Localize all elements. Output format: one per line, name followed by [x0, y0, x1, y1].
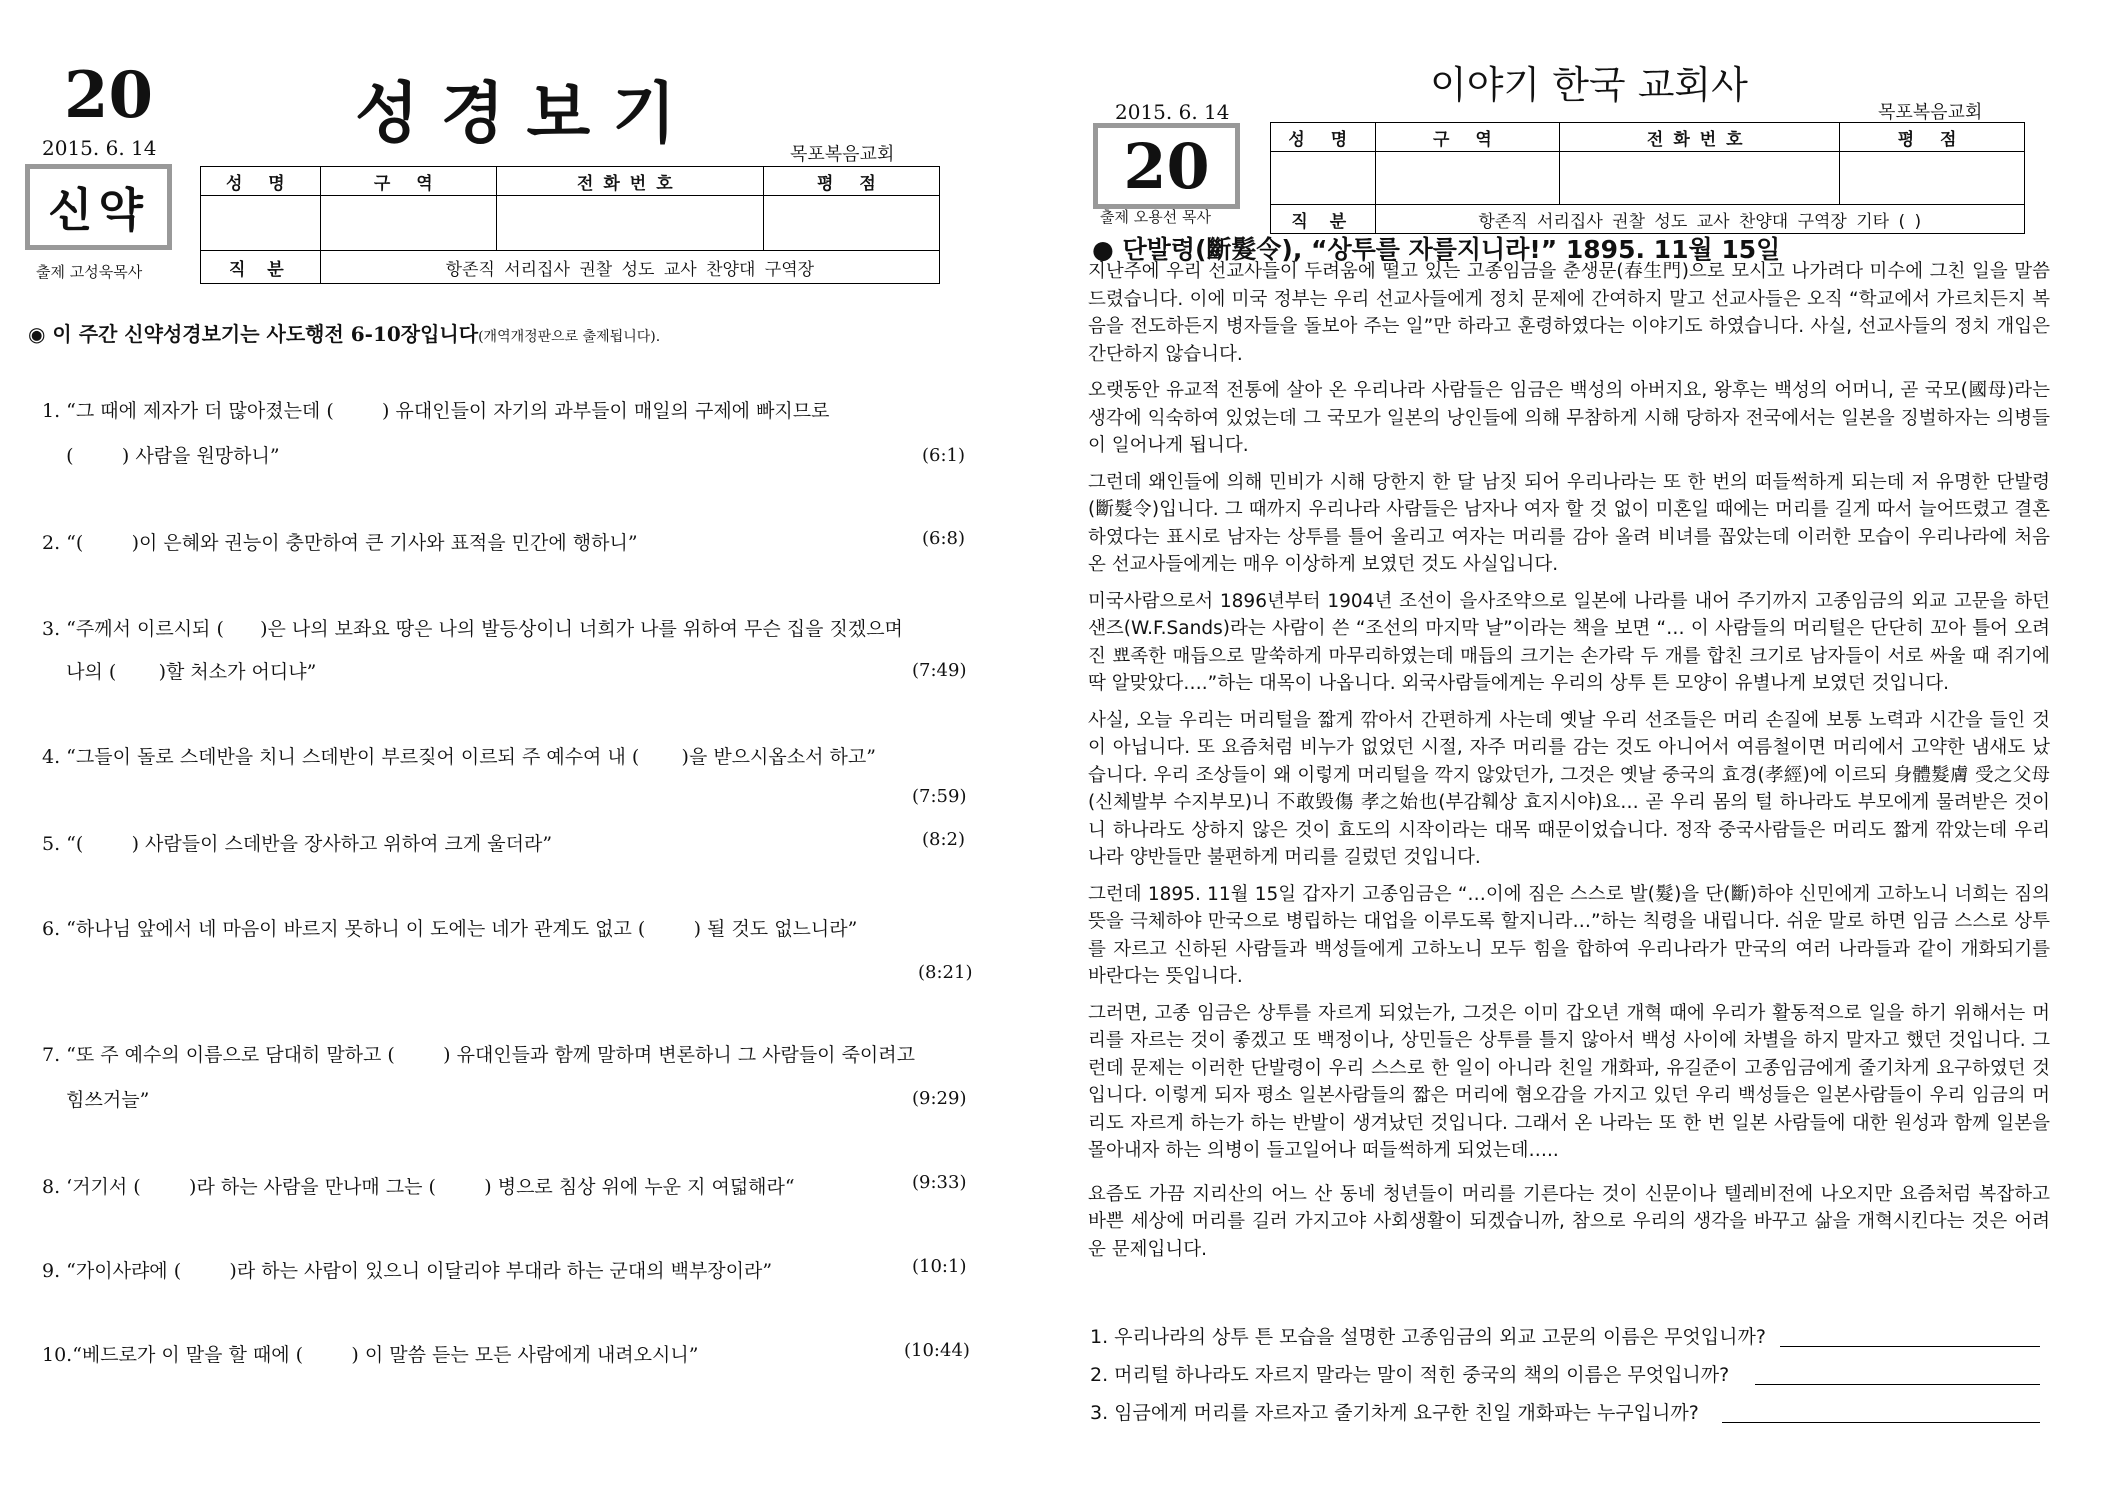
name-field[interactable]: [201, 196, 321, 251]
article-paragraph: 그런데 왜인들에 의해 민비가 시해 당한지 한 달 남짓 되어 우리나라는 또 한 번의 떠들썩하게 되는데 저 유명한 단발령(斷髮令)입니다. 그 때까지 우리나라 사람들은 남자나 여자 할 것 없이 미혼일 때에는 머리를 길게 따서 늘어뜨렸고 결혼하였다는 표시로 남자는 상투를 틀어 올리고 여자는 머리를 감아 올려 비녀를 꼽았는데 이러한 모습이 우리나라에 처음 온 선교사들에게는 매우 이상하게 보였던 것도 사실입니다.: [1088, 471, 2050, 575]
question-text: 10.“베드로가 이 말을 할 때에 ( ) 이 말씀 듣는 모든 사람에게 내려오시니”: [42, 1344, 699, 1366]
score-header: 평 점: [1840, 123, 2025, 152]
right-issue-badge: 20: [1093, 123, 1240, 209]
left-date: 2015. 6. 14: [42, 136, 157, 160]
question-text: 1. “그 때에 제자가 더 많아졌는데 ( ) 유대인들이 자기의 과부들이 매일의 구제에 빠지므로: [42, 400, 830, 422]
quiz-question-8: [42, 1172, 795, 1199]
question-9-ref: (10:1): [912, 1256, 967, 1277]
right-church-name: 목포복음교회: [1878, 102, 1983, 123]
score-field[interactable]: [763, 196, 939, 251]
quiz-question-3: [42, 614, 903, 684]
quiz-question-4: [42, 742, 876, 769]
question-text: 3. “주께서 이르시되 ( )은 나의 보좌요 땅은 나의 발등상이니 너희가 나를 위하여 무슨 집을 짓겠으며: [42, 618, 903, 640]
role-label: 직 분: [201, 251, 321, 284]
question-text: 2. “( )이 은혜와 권능이 충만하여 큰 기사와 표적을 민간에 행하니”: [42, 532, 638, 554]
left-section-badge: 신약: [25, 164, 172, 250]
answer-line-1[interactable]: [1780, 1346, 2040, 1347]
question-text: 나의 ( )할 처소가 어디냐”: [42, 661, 317, 683]
district-header: 구 역: [1375, 123, 1560, 152]
article-paragraph: 그런데 1895. 11월 15일 갑자기 고종임금은 “…이에 짐은 스스로 발(髮)을 단(斷)하야 신민에게 고하노니 너희는 짐의 뜻을 극체하야 만국으로 병립하는 대업을 이루도록 할지니라…”하는 칙령을 내립니다. 쉬운 말로 하면 임금 스스로 상투를 자르고 신하된 사람들과 백성들에게 고하노니 모두 힘을 합하여 우리나라가 만국의 여러 나라들과 같이 개화되기를 바란다는 뜻입니다.: [1088, 883, 2050, 987]
article-paragraph: 사실, 오늘 우리는 머리털을 짧게 깎아서 간편하게 사는데 옛날 우리 선조들은 머리 손질에 보통 노력과 시간을 들인 것이 아닙니다. 또 요즘처럼 비누가 없었던 시절, 자주 머리를 감는 것도 아니어서 여름철이면 머리에서 고약한 냄새도 났습니다. 우리 조상들이 왜 이렇게 머리털을 깍지 않았던가, 그것은 옛날 중국의 효경(孝經)에 이르되 身體髮膚 受之父母(신체발부 수지부모)니 不敢毁傷 孝之始也(부감훼상 효지시야)요… 곧 우리 몸의 털 하나라도 부모에게 물려받은 것이니 하나라도 상하지 않은 것이 효도의 시작이라는 대목 때문이었습니다. 정작 중국사람들은 머리도 짧게 깎았는데 우리나라 양반들만 불편하게 머리를 길렀던 것입니다.: [1088, 709, 2050, 868]
review-question-2: 2. 머리털 하나라도 자르지 말라는 말이 적힌 중국의 책의 이름은 무엇입니까?: [1090, 1364, 1730, 1386]
quiz-question-10: [42, 1340, 698, 1367]
article-paragraph: 요즘도 가끔 지리산의 어느 산 동네 청년들이 머리를 기른다는 것이 신문이나 텔레비전에 나오지만 요즘처럼 복잡하고 바쁜 세상에 머리를 길러 가지고야 사회생활이 되겠습니까, 참으로 우리의 생각을 바꾸고 삶을 개혁시킨다는 것은 어려운 문제입니다.: [1088, 1183, 2050, 1260]
right-setter-label: 출제 오용선 목사: [1100, 208, 1211, 226]
question-10-ref: (10:44): [904, 1340, 970, 1361]
question-text: 6. “하나님 앞에서 네 마음이 바르지 못하니 이 도에는 네가 관계도 없고 ( ) 될 것도 없느니라”: [42, 918, 858, 940]
answer-line-2[interactable]: [1755, 1384, 2040, 1385]
district-field[interactable]: [1375, 152, 1560, 205]
article-paragraph: 그러면, 고종 임금은 상투를 자르게 되었는가, 그것은 이미 갑오년 개혁 때에 우리가 활동적으로 일을 하기 위해서는 머리를 자르는 것이 좋겠고 또 백정이나, 상민들은 상투를 틀지 않아서 백성 사이에 차별을 하지 말자고 했던 것입니다. 그런데 문제는 이러한 단발령이 우리 스스로 한 일이 아니라 친일 개화파, 유길준이 고종임금에게 줄기차게 요구하였던 것입니다. 이렇게 되자 평소 일본사람들의 짧은 머리에 혐오감을 가지고 있던 우리 백성들은 일본사람들이 우리 임금의 머리도 자르게 하는가 하는 반발이 생겨났던 것입니다. 그래서 온 나라는 또 한 번 일본 사람들에 대한 원성과 함께 일본을 몰아내자 하는 의병이 들고일어나 떠들썩하게 되었는데…..: [1088, 1002, 2050, 1161]
name-header: 성 명: [1271, 123, 1376, 152]
article-heading: ● 단발령(斷髮令), “상투를 자를지니라!” 1895. 11월 15일: [1092, 235, 1781, 264]
role-options[interactable]: 항존직 서리집사 권찰 성도 교사 찬양대 구역장: [320, 251, 939, 284]
quiz-question-7: [42, 1040, 915, 1112]
question-5-ref: (8:2): [922, 829, 966, 850]
question-text: 5. “( ) 사람들이 스데반을 장사하고 위하여 크게 울더라”: [42, 833, 553, 855]
question-text: 힘쓰거늘”: [42, 1089, 150, 1111]
question-text: 4. “그들이 돌로 스데반을 치니 스데반이 부르짖어 이르되 주 예수여 내 ( )을 받으시옵소서 하고”: [42, 746, 876, 768]
role-options[interactable]: 항존직 서리집사 권찰 성도 교사 찬양대 구역장 기타 ( ): [1375, 205, 2024, 234]
phone-header: 전화번호: [496, 167, 763, 196]
role-label: 직 분: [1271, 205, 1376, 234]
score-header: 평 점: [763, 167, 939, 196]
article-body: [1088, 258, 2050, 1272]
phone-field[interactable]: [1560, 152, 1840, 205]
weekly-instruction: [28, 318, 660, 347]
question-text: 8. ‘거기서 ( )라 하는 사람을 만나매 그는 ( ) 병으로 침상 위에 누운 지 여덟해라“: [42, 1176, 795, 1198]
answer-line-3[interactable]: [1722, 1422, 2040, 1423]
left-setter-label: 출제 고성욱목사: [36, 263, 143, 281]
right-page-title: 이야기 한국 교회사: [1430, 63, 1748, 107]
left-page-title: 성경보기: [355, 74, 699, 152]
question-4-ref: (7:59): [912, 786, 967, 807]
left-church-name: 목포복음교회: [790, 144, 895, 165]
name-field[interactable]: [1271, 152, 1376, 205]
question-7-ref: (9:29): [912, 1088, 967, 1109]
question-text: 9. “가이사랴에 ( )라 하는 사람이 있으니 이달리야 부대라 하는 군대의 백부장이라”: [42, 1260, 773, 1282]
left-info-form: [200, 166, 940, 284]
question-6-ref: (8:21): [918, 962, 973, 983]
instruction-note: (개역개정판으로 출제됩니다).: [478, 329, 661, 345]
question-text: ( ) 사람을 원망하니”: [42, 445, 280, 467]
question-text: 7. “또 주 예수의 이름으로 담대히 말하고 ( ) 유대인들과 함께 말하며 변론하니 그 사람들이 죽이려고: [42, 1044, 915, 1066]
article-paragraph: 미국사람으로서 1896년부터 1904년 조선이 을사조약으로 일본에 나라를 내어 주기까지 고종임금의 외교 고문을 하던 샌즈(W.F.Sands)라는 사람이 쓴 “조선의 마지막 날”이라는 책을 보면 “… 이 사람들의 머리털은 단단히 꼬아 틀어 오려진 뾰족한 매듭으로 말쑥하게 마무리하였는데 매듭의 크기는 손가락 두 개를 합친 크기로 남자들이 서로 싸울 때 쥐기에 딱 알맞았다….”하는 대목이 나옵니다. 외국사람들에게는 우리의 상투 튼 모양이 유별나게 보였던 것입니다.: [1088, 590, 2050, 694]
right-date: 2015. 6. 14: [1115, 100, 1230, 124]
article-paragraph: 지난주에 우리 선교사들이 두려움에 떨고 있는 고종임금을 춘생문(春生門)으로 모시고 나가려다 미수에 그친 일을 말씀드렸습니다. 이에 미국 정부는 우리 선교사들에게 정치 문제에 간여하지 말고 선교사들은 오직 “학교에서 가르치든지 복음을 전도하든지 병자들을 돌보아 주는 일”만 하라고 훈령하였다는 이야기도 하였습니다. 사실, 선교사들의 정치 개입은 간단하지 않습니다.: [1088, 261, 2050, 365]
quiz-question-9: [42, 1256, 772, 1283]
quiz-question-2: [42, 528, 638, 555]
review-question-1: 1. 우리나라의 상투 튼 모습을 설명한 고종임금의 외교 고문의 이름은 무엇입니까?: [1090, 1326, 1766, 1348]
district-header: 구 역: [320, 167, 496, 196]
district-field[interactable]: [320, 196, 496, 251]
quiz-question-5: [42, 829, 552, 856]
review-question-3: 3. 임금에게 머리를 자르자고 줄기차게 요구한 친일 개화파는 누구입니까?: [1090, 1402, 1699, 1424]
left-issue-number: 20: [64, 58, 154, 133]
phone-field[interactable]: [496, 196, 763, 251]
quiz-question-6: [42, 914, 857, 941]
quiz-question-1: [42, 396, 830, 468]
name-header: 성 명: [201, 167, 321, 196]
phone-header: 전화번호: [1560, 123, 1840, 152]
right-info-form: [1270, 122, 2025, 234]
question-8-ref: (9:33): [912, 1172, 967, 1193]
question-2-ref: (6:8): [922, 528, 966, 549]
article-paragraph: 오랫동안 유교적 전통에 살아 온 우리나라 사람들은 임금은 백성의 아버지요, 왕후는 백성의 어머니, 곧 국모(國母)라는 생각에 익숙하여 있었는데 그 국모가 일본의 낭인들에 의해 무참하게 시해 당하자 전국에서는 일본을 징벌하자는 의병들이 일어나게 됩니다.: [1088, 380, 2050, 456]
score-field[interactable]: [1840, 152, 2025, 205]
question-3-ref: (7:49): [912, 660, 967, 681]
instruction-text: ◉ 이 주간 신약성경보기는 사도행전 6-10장입니다: [28, 322, 479, 346]
question-1-ref: (6:1): [922, 445, 966, 466]
